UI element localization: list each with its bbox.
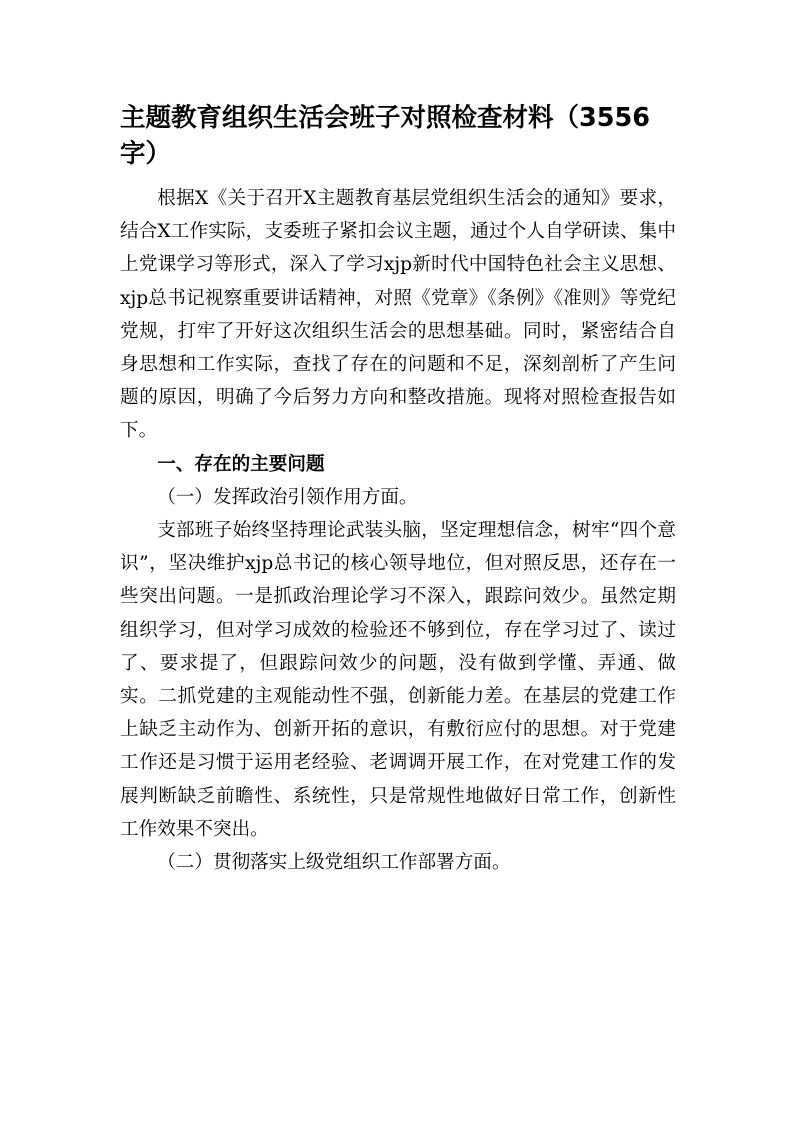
document-page [120, 100, 676, 879]
subsection-paragraph-political-leadership: 支部班子始终坚持理论武装头脑，坚定理想信念，树牢“四个意识”，坚决维护xjp总书记的核心领导地位，但对照反思，还存在一些突出问题。一是抓政治理论学习不深入，跟踪问效少。虽然定期组织学习，但对学习成效的检验还不够到位，存在学习过了、读过了、要求提了，但跟踪问效少的问题，没有做到学懂、弄通、做实。二抓党建的主观能动性不强，创新能力差。在基层的党建工作上缺乏主动作为、创新开拓的意识，有敷衍应付的思想。对于党建工作还是习惯于运用老经验、老调调开展工作，在对党建工作的发展判断缺乏前瞻性、系统性，只是常规性地做好日常工作，创新性工作效果不突出。 [120, 520, 676, 840]
document-body [120, 182, 676, 879]
section-heading-problems: 一、存在的主要问题 [157, 453, 325, 475]
subsection-heading-implementation: （二）贯彻落实上级党组织工作部署方面。 [157, 852, 511, 874]
document-title: 主题教育组织生活会班子对照检查材料（3556字） [120, 103, 650, 169]
subsection-heading-political-leadership: （一）发挥政治引领作用方面。 [157, 486, 418, 508]
intro-paragraph: 根据X《关于召开X主题教育基层党组织生活会的通知》要求，结合X工作实际，支委班子紧扣会议主题，通过个人自学研读、集中上党课学习等形式，深入了学习xjp新时代中国特色社会主义思想、xjp总书记视察重要讲话精神，对照《党章》《条例》《准则》等党纪党规，打牢了开好这次组织生活会的思想基础。同时，紧密结合自身思想和工作实际，查找了存在的问题和不足，深刻剖析了产生问题的原因，明确了今后努力方向和整改措施。现将对照检查报告如下。 [120, 188, 676, 442]
